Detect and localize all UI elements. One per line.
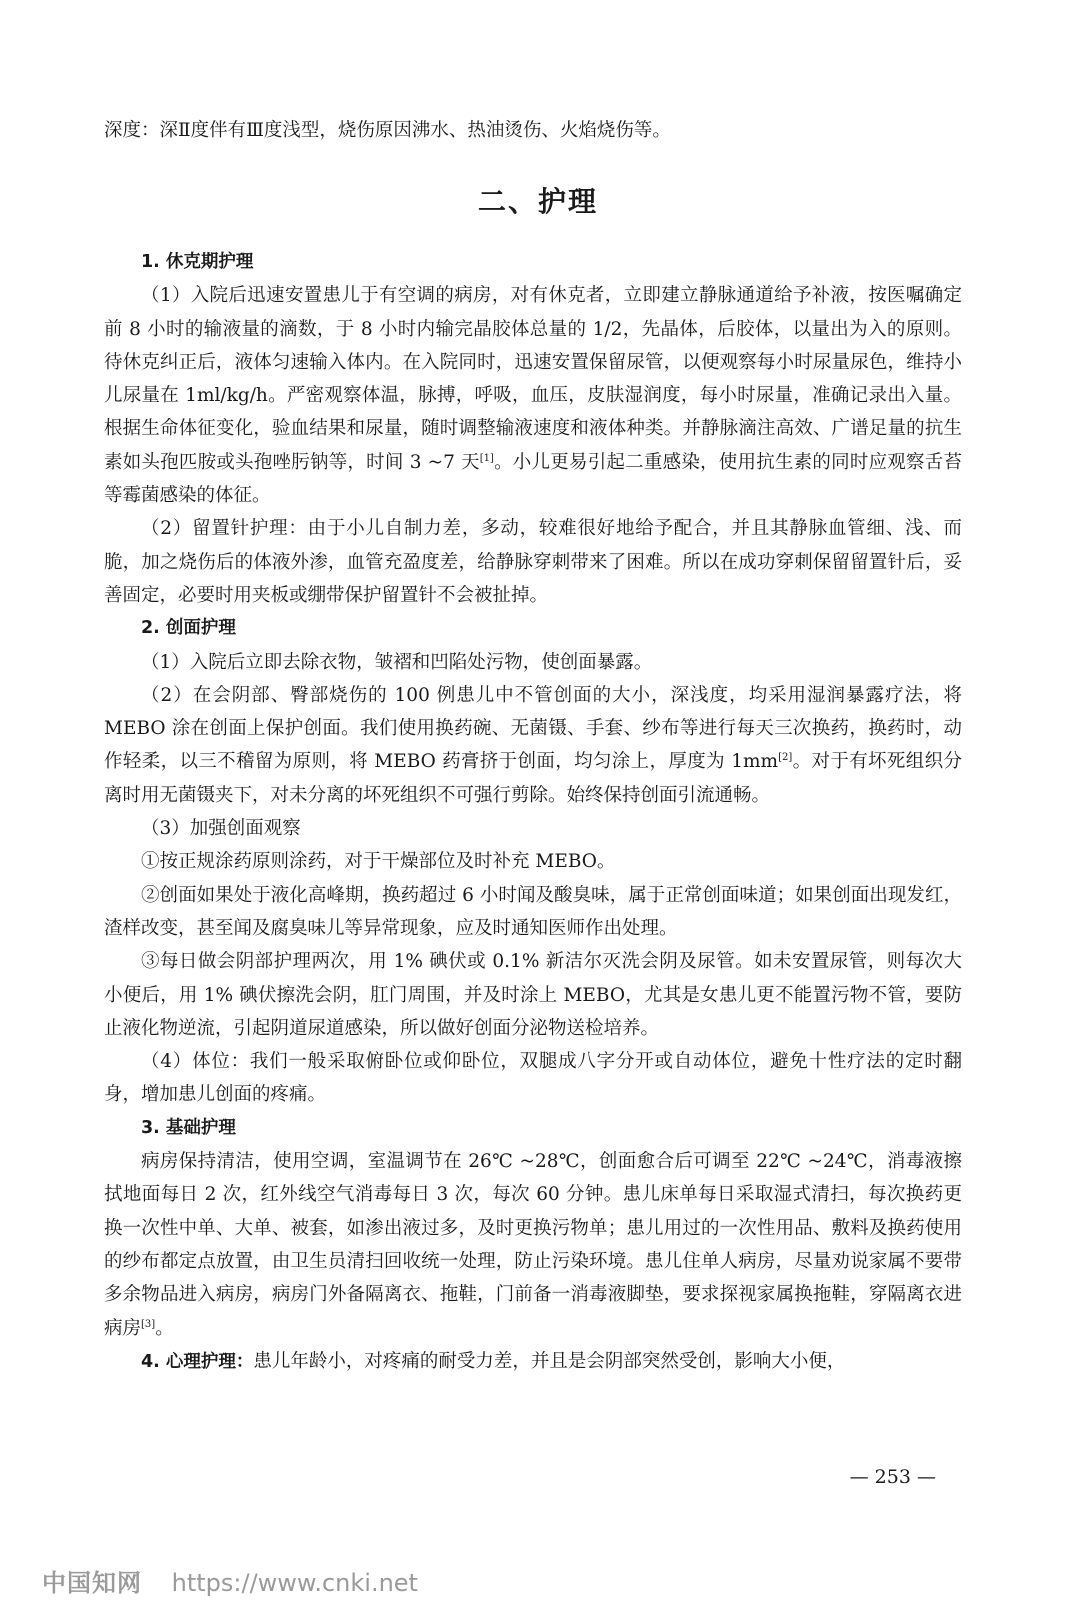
citation-ref: [3]: [141, 1318, 156, 1330]
heading-shock-care: 1. 休克期护理: [141, 252, 254, 272]
paragraph-wound-3: （3）加强创面观察: [141, 818, 301, 840]
paragraph-wound-4: （4）体位：我们一般采取俯卧位或仰卧位，双腿成八字分开或自动体位，避免十性疗法的定时翻身，增加患儿创面的疼痛。: [104, 1051, 962, 1106]
cnki-logo-text: 中国知网: [42, 1569, 142, 1597]
heading-basic-care: 3. 基础护理: [141, 1117, 236, 1138]
body-text: [104, 246, 962, 1379]
paragraph-shock-2: （2）留置针护理：由于小儿自制力差，多动，较难很好地给予配合，并且其静脉血管细、浅、而脆，加之烧伤后的体液外渗，血管充盈度差，给静脉穿刺带来了困难。所以在成功穿刺保留留置针后，妥善固定，必要时用夹板或绷带保护留置针不会被扯掉。: [104, 518, 962, 606]
heading-wound-care: 2. 创面护理: [141, 618, 236, 639]
intro-line: 深度：深Ⅱ度伴有Ⅲ度浅型，烧伤原因沸水、热油烫伤、火焰烧伤等。: [104, 120, 671, 141]
citation-ref: [1]: [479, 452, 494, 464]
paragraph-psych-care: 4. 心理护理：患儿年龄小，对疼痛的耐受力差，并且是会阴部突然受创，影响大小便，: [141, 1350, 846, 1372]
page-number: — 253 —: [849, 1466, 936, 1488]
paragraph-basic-1: 病房保持清洁，使用空调，室温调节在 26℃ ~28℃，创面愈合后可调至 22℃ ~24℃，消毒液擦拭地面每日 2 次，红外线空气消毒每日 3 次，每次 60 分钟。患儿床单每日采取湿式清扫，每次换药更换一次性中单、大单、被套，如渗出液过多，及时更换污物单；患儿用过的一次性用品、敷料及换药使用的纱布都定点放置，由卫生员清扫回收统一处理，防止污染环境。患儿住单人病房，尽量劝说家属不要带多余物品进入病房，病房门外备隔离衣、拖鞋，门前备一消毒液脚垫，要求探视家属换拖鞋，穿隔离衣进病房[3]。: [104, 1151, 962, 1339]
paragraph-wound-3-1: ①按正规涂药原则涂药，对于干燥部位及时补充 MEBO。: [141, 851, 616, 873]
section-title: 二、护理: [477, 185, 598, 218]
paragraph-wound-1: （1）入院后立即去除衣物，皱褶和凹陷处污物，使创面暴露。: [141, 651, 653, 673]
paragraph-wound-3-2: ②创面如果处于液化高峰期，换药超过 6 小时闻及酸臭味，属于正常创面味道；如果创面出现发红，渣样改变，甚至闻及腐臭味儿等异常现象，应及时通知医师作出处理。: [104, 884, 962, 939]
intro-paragraph: [104, 114, 962, 147]
heading-psych-care: 4. 心理护理：: [141, 1351, 254, 1372]
watermark-footer: [42, 1563, 418, 1598]
paragraph-shock-1: （1）入院后迅速安置患儿于有空调的病房，对有休克者，立即建立静脉通道给予补液，按医嘱确定前 8 小时的输液量的滴数，于 8 小时内输完晶胶体总量的 1/2，先晶体，后胶体，以量出为入的原则。待休克纠正后，液体匀速输入体内。在入院同时，迅速安置保留尿管，以便观察每小时尿量尿色，维持小儿尿量在 1ml/kg/h。严密观察体温，脉搏，呼吸，血压，皮肤湿润度，每小时尿量，准确记录出入量。根据生命体征变化，验血结果和尿量，随时调整输液速度和液体种类。并静脉滴注高效、广谱足量的抗生素如头孢匹胺或头孢唑肟钠等，时间 3 ~7 天[1]。小儿更易引起二重感染，使用抗生素的同时应观察舌苔等霉菌感染的体征。: [104, 285, 962, 507]
paragraph-wound-2: （2）在会阴部、臀部烧伤的 100 例患儿中不管创面的大小，深浅度，均采用湿润暴露疗法，将 MEBO 涂在创面上保护创面。我们使用换药碗、无菌镊、手套、纱布等进行每天三次换药，换药时，动作轻柔，以三不稽留为原则，将 MEBO 药膏挤于创面，均匀涂上，厚度为 1mm[2]。对于有坏死组织分离时用无菌镊夹下，对未分离的坏死组织不可强行剪除。始终保持创面引流通畅。: [104, 684, 962, 806]
cnki-url[interactable]: https://www.cnki.net: [171, 1569, 418, 1597]
paragraph-wound-3-3: ③每日做会阴部护理两次，用 1% 碘伏或 0.1% 新洁尔灭洗会阴及尿管。如未安置尿管，则每次大小便后，用 1% 碘伏擦洗会阴，肛门周围，并及时涂上 MEBO，尤其是女患儿更不能置污物不管，要防止液化物逆流，引起阴道尿道感染，所以做好创面分泌物送检培养。: [104, 951, 962, 1039]
citation-ref: [2]: [778, 752, 793, 764]
